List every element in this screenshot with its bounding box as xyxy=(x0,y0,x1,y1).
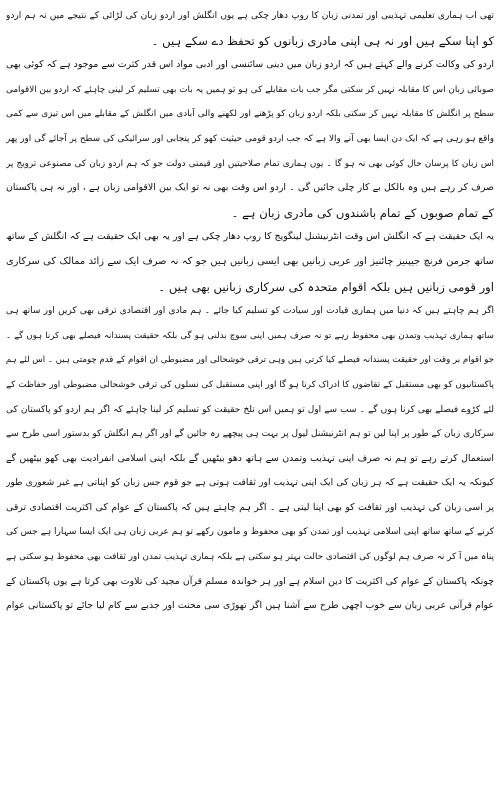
text-line: چونکہ پاکستان کے عوام کی اکثریت کا دین اسلام ہے اور ہر خواندہ مسلم قرآن مجید کی تلاوت بھی کرتا ہے یوں پاکستان کے xyxy=(6,575,494,587)
text-line: اردو کی وکالت کرنے والے کہتے ہیں کہ اردو زبان میں دینی سائنسی اور ادبی مواد اس قدر کثرت سے موجود ہے کہ کوئی بھی xyxy=(6,59,494,71)
text-line: کیونکہ یہ ایک حقیقت ہے کہ ہر زبان کی ایک اپنی تہذیب اور ثقافت ہوتی ہے جو قوم جس زبان کو اپناتی ہے غیر شعوری طور xyxy=(6,477,494,489)
text-line: جو اقوام بر وقت اور حقیقت پسندانہ فیصلے کیا کرتی ہیں وہی ترقی خوشحالی اور مضبوطی ان اقوام کے قدم چومتی ہیں ۔ اس لئے ہم xyxy=(6,355,494,366)
text-line: ساتھ جرمن فرنچ جیپنیز چائنیز اور عربی زبانیں بھی ایسی زبانیں ہیں جو کہ نہ صرف ایک سے زائد ممالک کی سرکاری xyxy=(6,255,494,267)
text-line: واقع ہو رہی ہے کہ ایک دن ایسا بھی آنے والا ہے کہ جب اردو قومی حیثیت کھو کر پنجابی اور سرائیکی کی سطح پر آجائے گی اور پھر xyxy=(6,133,494,144)
text-line: پر اسی زبان کی تہذیب اور ثقافت کو بھی اپنا لیتی ہے ۔ اگر ہم چاہتے ہیں کہ پاکستان کے عوام کی اکثریت اقتصادی ترقی xyxy=(6,501,494,513)
paragraph-2 xyxy=(6,53,494,225)
text-line: پناہ میں آ کر نہ صرف ہم لوگوں کی اقتصادی حالت بہتر ہو سکتی ہے بلکہ ہماری تہذیب تمدن اور ثقافت بھی محفوظ ہو سکتی ہے xyxy=(6,552,494,563)
paragraph-4 xyxy=(6,299,494,619)
text-line: صرف کر رہے ہیں وہ بالکل بے کار چلی جائیں گی ۔ اردو اس وقت بھی نہ تو ایک بین الاقوامی زبان ہے ، اور نہ ہی پاکستان xyxy=(6,182,494,194)
text-line: استعمال کرتے رہے تو ہم نہ صرف اپنی تہذیب وتمدن سے ہاتھ دھو بیٹھیں گے بلکہ اپنی اسلامی انفرادیت بھی کھو بیٹھیں گے xyxy=(6,452,494,464)
paragraph-1 xyxy=(6,4,494,53)
text-line: سطح پر انگلش کا مقابلہ نہیں کر سکتی بلکہ اردو زبان کو پڑھنے اور لکھنے والی آبادی میں انگلش کے مقابلے میں اس تیزی سے کمی xyxy=(6,109,494,120)
text-line: اس زبان کا پرسان حال کوئی بھی نہ ہو گا ۔ یوں ہماری تمام صلاحیتیں اور قیمتی دولت جو کہ ہم اردو زبان کی مصنوعی ترویج پر xyxy=(6,158,494,169)
text-line: لئے کڑوے فیصلے بھی کرنا ہوں گے ۔ سب سے اول تو ہمیں اس تلخ حقیقت کو تسلیم کر لینا چاہئے کہ اگر ہم اردو کو پاکستان کی xyxy=(6,404,494,415)
paragraph-3 xyxy=(6,225,494,299)
text-line: پاکستانیوں کو بھی مستقبل کے تقاضوں کا ادراک کرنا ہو گا اور اپنی مستقبل کی نسلوں کی ترقی خوشحالی مضبوطی اور حفاظت کے xyxy=(6,379,494,390)
text-line: کرنے کے ساتھ ساتھ اپنی اسلامی تہذیب اور تمدن کو بھی محفوظ و مامون رکھے تو ہم عربی زبان ہی ایک ایسا سہارا ہے جس کی xyxy=(6,527,494,538)
text-line: اگر ہم چاہتے ہیں کہ دنیا میں ہماری قیادت اور سیادت کو تسلیم کیا جائے ۔ ہم مادی اور اقتصادی ترقی بھی کریں اور ساتھ ہی xyxy=(6,306,494,317)
text-line: صوبائی زبان اس کا مقابلہ نہیں کر سکتی مگر جب بات مقابلے کی ہو تو ہمیں یہ بات بھی تسلیم کر لینی چاہئے کہ اردو بین الاقوامی xyxy=(6,84,494,95)
text-line: سرکاری زبان کے طور پر اپنا لیں تو ہم انٹرنیشنل لیول پر بہت ہی پیچھے رہ جائیں گے اور اگر ہم انگلش کو بدستور اسی طرح سے xyxy=(6,429,494,440)
text-line: کے تمام صوبوں کے تمام باشندوں کی مادری زبان ہے ۔ xyxy=(231,205,494,220)
text-line: کو اپنا سکے ہیں اور نہ ہی اپنی مادری زبانوں کو تحفظ دے سکے ہیں ۔ xyxy=(151,33,494,48)
text-line: عوام قرآنی عربی زبان سے خوب اچھی طرح سے آشنا ہیں اگر تھوڑی سی محنت اور جذبے سے کام لیا جائے تو پاکستانی عوام xyxy=(6,600,494,612)
text-line: اور قومی زبانیں ہیں بلکہ اقوام متحدہ کی سرکاری زبانیں بھی ہیں ۔ xyxy=(158,279,494,294)
text-line: ساتھ ہماری تہذیب وتمدن بھی محفوظ رہے تو نہ صرف ہمیں اپنی سوچ بدلنی ہو گی بلکہ حقیقت پسندانہ فیصلے بھی کرنا ہوں گے ۔ xyxy=(6,330,494,341)
text-line: یہ ایک حقیقت ہے کہ انگلش اس وقت انٹرنیشنل لینگویج کا روپ دھار چکی ہے اور یہ بھی ایک حقیقت ہے کہ انگلش کے ساتھ xyxy=(6,231,494,243)
text-line: تھی اب ہماری تعلیمی تہذیبی اور تمدنی زبان کا روپ دھار چکی ہے یوں انگلش اور اردو زبان کی لڑائی کے نتیجے میں نہ ہم اردو xyxy=(6,11,494,21)
